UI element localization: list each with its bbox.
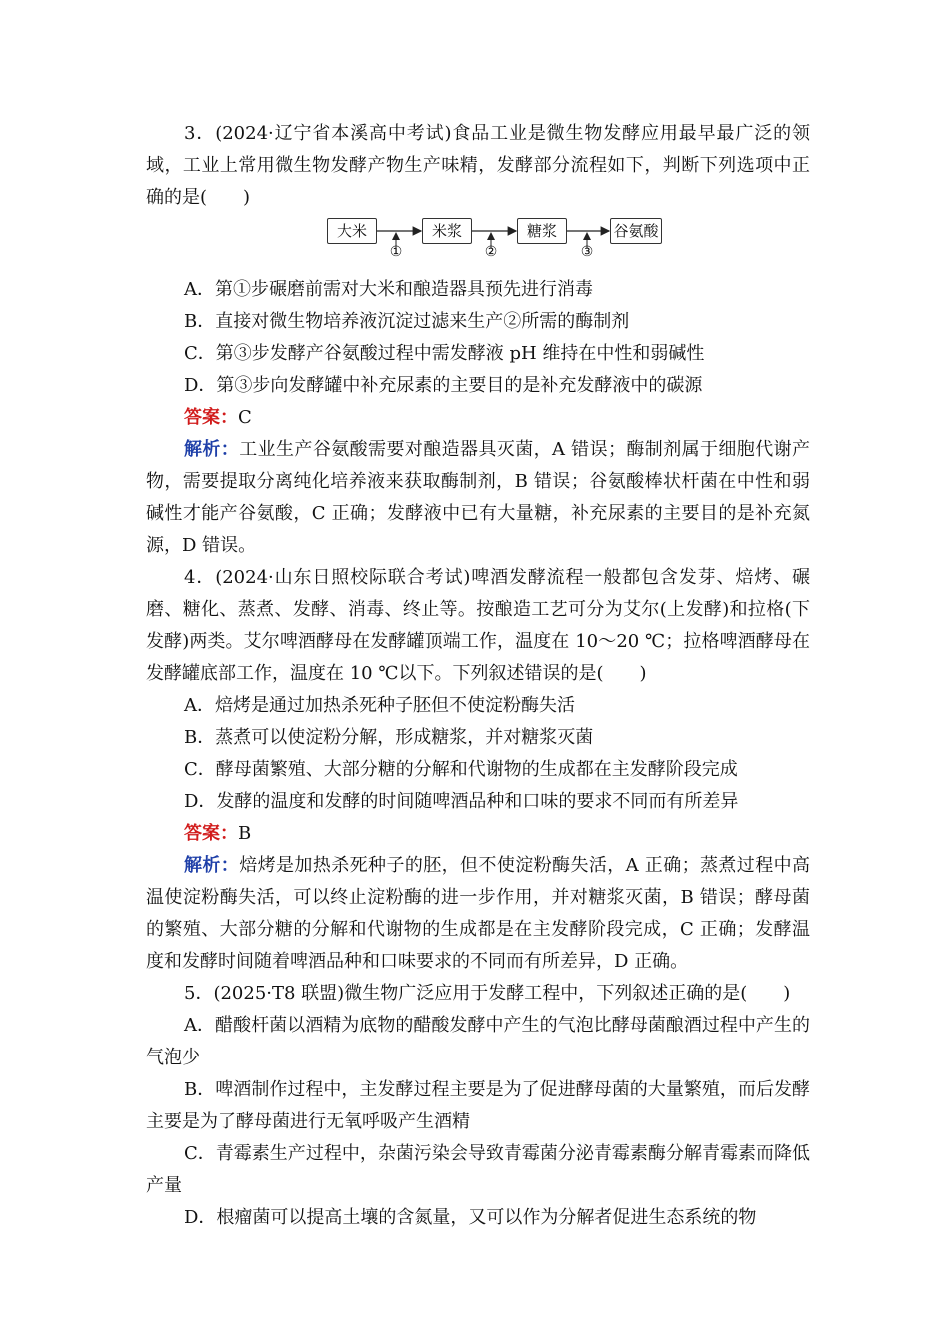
q3-flow-diagram [146,218,810,268]
q5-option-c: C．青霉素生产过程中，杂菌污染会导致青霉菌分泌青霉素酶分解青霉素而降低产量 [146,1143,810,1196]
flow-arrows [146,218,810,268]
answer-label: 答案： [184,823,238,844]
answer-value: C [238,407,252,428]
flow-node-rice-slurry: 米浆 [422,218,472,244]
q4-option-b: B．蒸煮可以使淀粉分解，形成糖浆，并对糖浆灭菌 [184,727,594,748]
flow-step-2: ② [484,244,498,260]
document-page [146,118,810,1234]
q4-answer [146,818,810,850]
flow-step-3: ③ [580,244,594,260]
answer-value: B [238,823,252,844]
flow-node-rice: 大米 [327,218,377,244]
q4-stem: 4．(2024·山东日照校际联合考试)啤酒发酵流程一般都包含发芽、焙烤、碾磨、糖化、蒸煮、发酵、消毒、终止等。按酿造工艺可分为艾尔(上发酵)和拉格(下发酵)两类。艾尔啤酒酵母在发酵罐顶端工作，温度在 10～20 ℃；拉格啤酒酵母在发酵罐底部工作，温度在 10 ℃以下。下列叙述错误的是( ) [146,567,810,684]
q4-option-c: C．酵母菌繁殖、大部分糖的分解和代谢物的生成都在主发酵阶段完成 [184,759,738,780]
q3-analysis [146,434,810,562]
q5-option-a: A．醋酸杆菌以酒精为底物的醋酸发酵中产生的气泡比酵母菌酿酒过程中产生的气泡少 [146,1015,810,1068]
analysis-label: 解析： [184,855,240,876]
q5-option-b: B．啤酒制作过程中，主发酵过程主要是为了促进酵母菌的大量繁殖，而后发酵主要是为了酵母菌进行无氧呼吸产生酒精 [146,1079,810,1132]
q5-option-d: D．根瘤菌可以提高土壤的含氮量，又可以作为分解者促进生态系统的物 [184,1207,757,1228]
q3-answer [146,402,810,434]
q4-option-d: D．发酵的温度和发酵的时间随啤酒品种和口味的要求不同而有所差异 [184,791,739,812]
answer-label: 答案： [184,407,238,428]
q3-option-c: C．第③步发酵产谷氨酸过程中需发酵液 pH 维持在中性和弱碱性 [184,343,705,364]
analysis-text: 工业生产谷氨酸需要对酿造器具灭菌，A 错误；酶制剂属于细胞代谢产物，需要提取分离纯化培养液来获取酶制剂，B 错误；谷氨酸棒状杆菌在中性和弱碱性才能产谷氨酸，C 正确；发酵液中已有大量糖，补充尿素的主要目的是补充氮源，D 错误。 [146,439,811,556]
q3-option-b: B．直接对微生物培养液沉淀过滤来生产②所需的酶制剂 [184,311,630,332]
q3-option-d: D．第③步向发酵罐中补充尿素的主要目的是补充发酵液中的碳源 [184,375,703,396]
q5-stem: 5．(2025·T8 联盟)微生物广泛应用于发酵工程中，下列叙述正确的是( ) [184,983,791,1004]
q3-stem: 3．(2024·辽宁省本溪高中考试)食品工业是微生物发酵应用最早最广泛的领域，工业上常用微生物发酵产物生产味精，发酵部分流程如下，判断下列选项中正确的是( ) [146,123,810,208]
q4-option-a: A．焙烤是通过加热杀死种子胚但不使淀粉酶失活 [184,695,575,716]
q4-analysis [146,850,810,978]
q3-option-a: A．第①步碾磨前需对大米和酿造器具预先进行消毒 [184,279,593,300]
flow-node-glutamic-acid: 谷氨酸 [610,218,662,244]
analysis-label: 解析： [184,439,240,460]
flow-step-1: ① [389,244,403,260]
analysis-text: 焙烤是加热杀死种子的胚，但不使淀粉酶失活，A 正确；蒸煮过程中高温使淀粉酶失活，可以终止淀粉酶的进一步作用，并对糖浆灭菌，B 错误；酵母菌的繁殖、大部分糖的分解和代谢物的生成都是在主发酵阶段完成，C 正确；发酵温度和发酵时间随着啤酒品种和口味要求的不同而有所差异，D 正确。 [146,855,811,972]
flow-node-syrup: 糖浆 [517,218,567,244]
